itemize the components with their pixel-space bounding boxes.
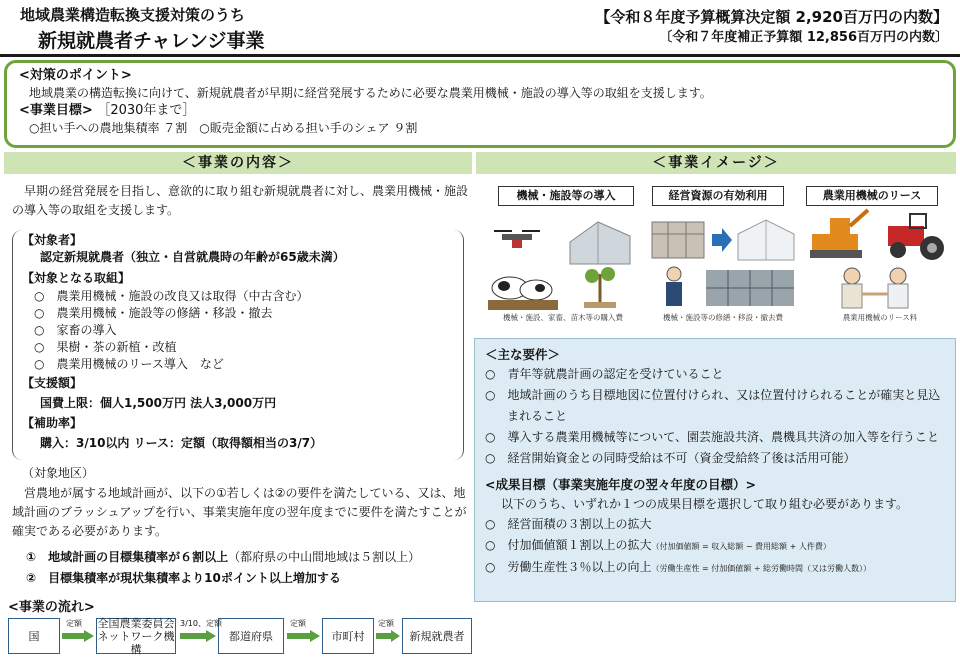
image-title-lease: 農業用機械のリース [806, 186, 938, 206]
requirements-box [474, 338, 956, 602]
flow-heading: <事業の流れ> [8, 600, 95, 615]
region-req-1 [26, 548, 420, 566]
requirement-item: ○ 導入する農業用機械等について、園芸施設共済、農機具共済の加入等を行うこと [485, 430, 939, 444]
flow-box-prefecture: 都道府県 [218, 618, 284, 654]
rate-heading: 【補助率】 [22, 416, 83, 430]
flow-arrow-icon [376, 630, 400, 642]
goal-text: ○担い手への農地集積率 ７割 ○販売金額に占める担い手のシェア ９割 [29, 121, 418, 135]
region-req-2: ② 目標集積率が現状集積率より10ポイント以上増加する [26, 571, 341, 585]
points-text: 地域農業の構造転換に向けて、新規就農者が早期に経営発展するために必要な農業用機械・施設の導入等の取組を支援します。 [29, 86, 712, 100]
action-item: ○ 農業用機械のリース導入 など [34, 357, 224, 371]
flow-arrow-icon [287, 630, 320, 642]
target-text: 認定新規就農者（独立・自営就農時の年齢が65歳未満） [40, 250, 345, 264]
goal-item-note: （労働生産性 = 付加価値額 ÷ 総労働時間（又は労働人数）） [651, 564, 872, 573]
flow-box-national-committee: 全国農業委員会 ネットワーク機構 [97, 616, 175, 656]
rate-text: 購入：3/10以内 リース：定額（取得額相当の3/7） [40, 436, 323, 450]
lease-illustration-icon [806, 204, 954, 310]
image-caption-equipment: 機械・施設、家畜、苗木等の購入費 [503, 313, 623, 322]
budget-main: 【令和８年度予算概算決定額 2,920百万円の内数】 [595, 8, 948, 26]
action-item: ○ 家畜の導入 [34, 323, 117, 337]
goal-item-text: ○ 労働生産性３％以上の向上 [485, 560, 652, 574]
goal-period: ［2030年まで］ [97, 103, 196, 118]
requirement-item: ○ 経営開始資金との同時受給は不可（資金受給終了後は活用可能） [485, 451, 856, 465]
target-heading: 【対象者】 [22, 233, 83, 247]
flow-label: 定額 [378, 619, 394, 628]
goal-item-note: （付加価値額 = 収入総額 − 費用総額 + 人件費） [651, 542, 831, 551]
action-item: ○ 果樹・茶の新植・改植 [34, 340, 177, 354]
goal-outcome-heading: <成果目標（事業実施年度の翌々年度の目標）> [485, 477, 756, 492]
image-section-header: ＜事業イメージ＞ [476, 152, 956, 174]
header-divider [0, 54, 960, 57]
flow-arrow-icon [62, 630, 94, 642]
flow-label: 定額 [66, 619, 82, 628]
region-text: 営農地が属する地域計画が、以下の①若しくは②の要件を満たしている、又は、地域計画のブラッシュアップを行い、事業実施年度の翌年度までに要件を満たすことが確実である必要があります。 [12, 486, 467, 538]
resources-illustration-icon [648, 212, 798, 310]
goal-item-text: ○ 経営面積の３割以上の拡大 [485, 517, 652, 531]
support-heading: 【支援額】 [22, 376, 83, 390]
flow-arrow-icon [180, 630, 216, 642]
region-req-1-note: （都府県の中山間地域は５割以上） [228, 550, 421, 564]
image-title-resources: 経営資源の有効利用 [652, 186, 784, 206]
flow-box-country: 国 [8, 618, 60, 654]
content-intro: 早期の経営発展を目指し、意欲的に取り組む新規就農者に対し、農業用機械・施設の導入等の取組を支援します。 [12, 184, 469, 217]
flow-label: 3/10、定額 [180, 619, 222, 628]
flow-box-municipality: 市町村 [322, 618, 374, 654]
page-title: 新規就農者チャレンジ事業 [38, 30, 265, 52]
flow-box-new-farmer: 新規就農者 [402, 618, 472, 654]
goal-item [485, 557, 945, 579]
actions-heading: 【対象となる取組】 [22, 271, 131, 285]
requirement-item: ○ 青年等就農計画の認定を受けていること [485, 367, 724, 381]
support-text: 国費上限：個人1,500万円 法人3,000万円 [40, 396, 277, 410]
points-heading: <対策のポイント> [19, 68, 132, 83]
content-section-header: ＜事業の内容＞ [4, 152, 472, 174]
region-req-1-text: ① 地域計画の目標集積率が６割以上 [26, 550, 229, 564]
image-caption-lease: 農業用機械のリース料 [842, 313, 918, 322]
action-item: ○ 農業用機械・施設の改良又は取得（中古含む） [34, 289, 309, 303]
region-heading: （対象地区） [22, 466, 95, 480]
policy-points-box [4, 60, 956, 148]
action-item: ○ 農業用機械・施設等の修繕・移設・撤去 [34, 306, 273, 320]
goal-item [485, 535, 945, 557]
header-subtitle: 地域農業構造転換支援対策のうち [20, 6, 246, 24]
requirement-item: ○ 地域計画のうち目標地図に位置付けられ、又は位置付けられることが確実と見込まれること [485, 388, 941, 423]
goal-item [485, 514, 945, 535]
requirements-heading: ＜主な要件＞ [485, 347, 561, 362]
flow-label: 定額 [290, 619, 306, 628]
budget-supplement: 〔令和７年度補正予算額 12,856百万円の内数〕 [659, 30, 948, 45]
goal-outcome-text: 以下のうち、いずれか１つの成果目標を選択して取り組む必要があります。 [501, 497, 909, 511]
image-title-equipment: 機械・施設等の導入 [498, 186, 634, 206]
goal-item-text: ○ 付加価値額１割以上の拡大 [485, 538, 652, 552]
image-caption-resources: 機械・施設等の修繕・移設・撤去費 [663, 313, 783, 322]
goal-heading-row [19, 102, 941, 120]
equipment-illustration-icon [488, 212, 638, 310]
goal-heading: <事業目標> [19, 103, 93, 118]
